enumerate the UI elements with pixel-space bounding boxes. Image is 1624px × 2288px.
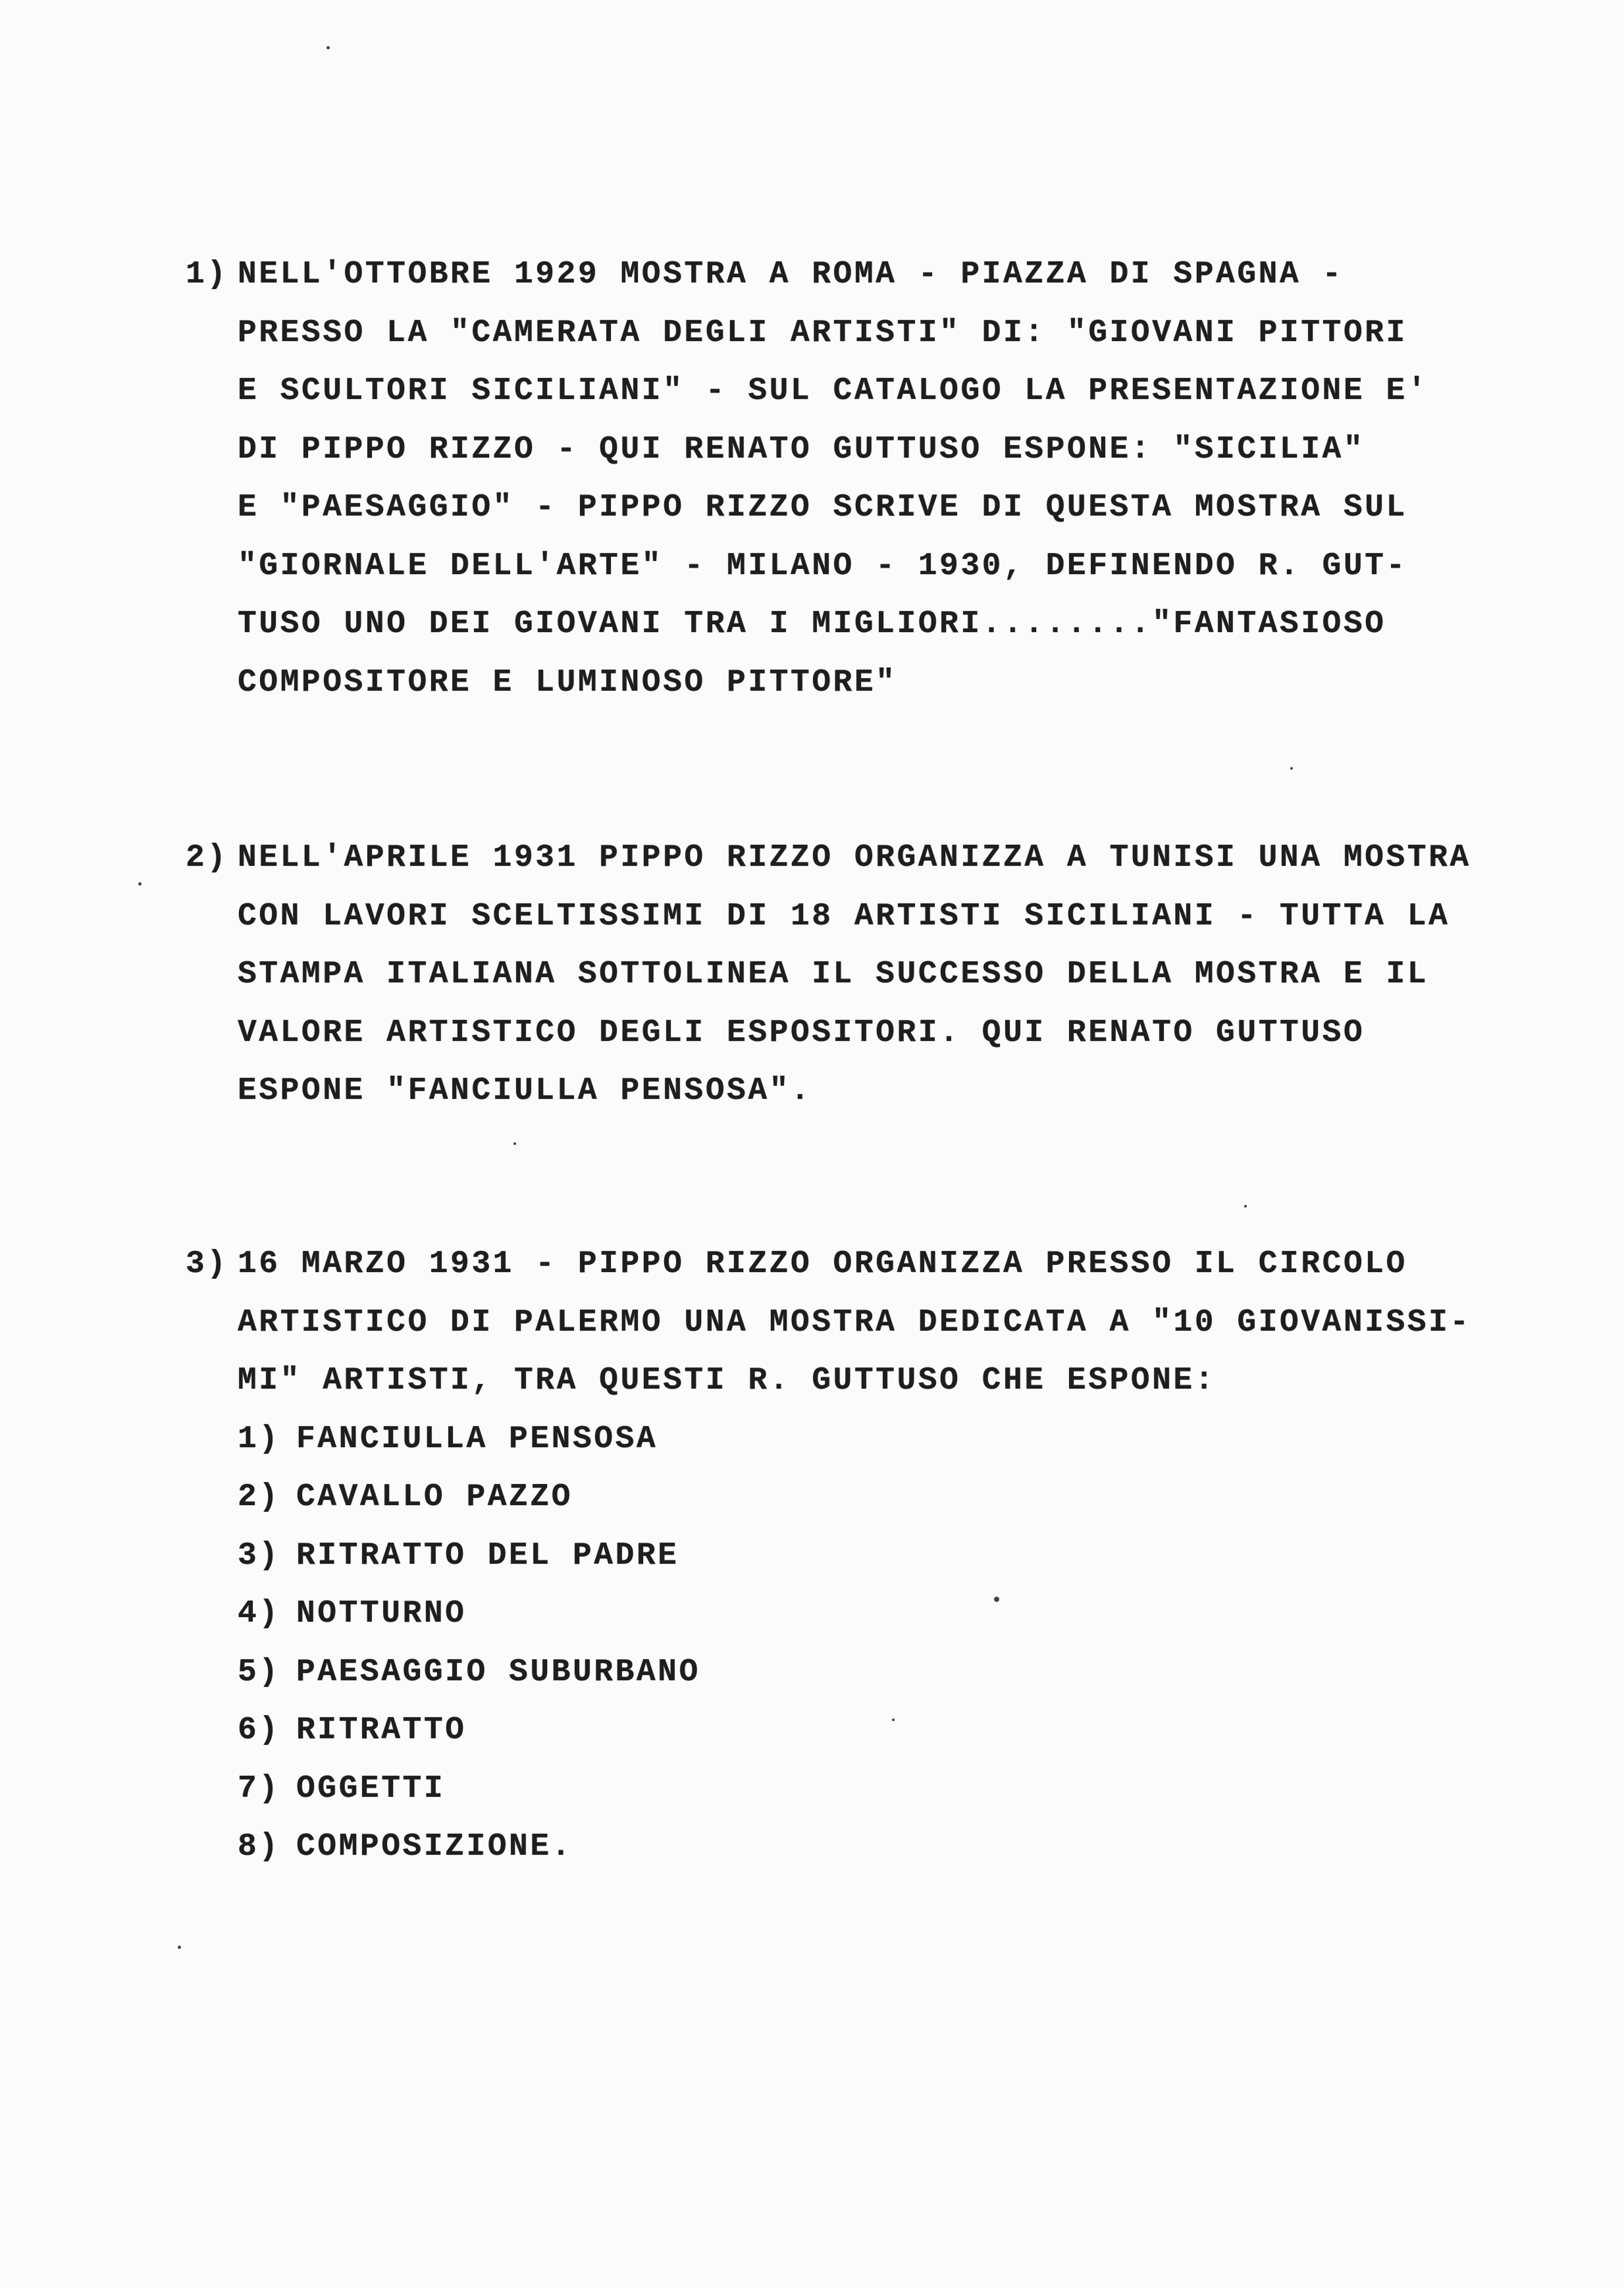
paragraph-line: PRESSO LA "CAMERATA DEGLI ARTISTI" DI: "GIOVANI PITTORI <box>238 315 1407 351</box>
work-number: 3) <box>238 1537 280 1574</box>
paper-speck <box>327 46 330 49</box>
paper-speck <box>1244 1205 1247 1208</box>
paragraph-line: ARTISTICO DI PALERMO UNA MOSTRA DEDICATA A "10 GIOVANISSI- <box>238 1304 1471 1341</box>
paper-speck <box>178 1946 181 1949</box>
paragraph-line: E SCULTORI SICILIANI" - SUL CATALOGO LA PRESENTAZIONE E' <box>238 373 1429 409</box>
paragraph-line: CON LAVORI SCELTISSIMI DI 18 ARTISTI SICILIANI - TUTTA LA <box>238 898 1450 934</box>
work-title: PAESAGGIO SUBURBANO <box>296 1654 700 1690</box>
paragraph-line: MI" ARTISTI, TRA QUESTI R. GUTTUSO CHE ESPONE: <box>238 1363 1217 1398</box>
work-title: RITRATTO <box>296 1713 467 1748</box>
work-title: NOTTURNO <box>296 1596 467 1632</box>
work-title: COMPOSIZIONE. <box>296 1829 573 1865</box>
paragraph-line: VALORE ARTISTICO DEGLI ESPOSITORI. QUI RENATO GUTTUSO <box>238 1015 1365 1051</box>
paragraph-line: ESPONE "FANCIULLA PENSOSA". <box>238 1073 812 1109</box>
work-title: RITRATTO DEL PADRE <box>296 1537 679 1574</box>
paper-speck <box>513 1142 516 1145</box>
paragraph-line: DI PIPPO RIZZO - QUI RENATO GUTTUSO ESPONE: "SICILIA" <box>238 431 1365 467</box>
paper-speck <box>892 1718 895 1721</box>
work-number: 4) <box>238 1596 280 1632</box>
paper-speck <box>1290 767 1293 770</box>
paragraph-line: "GIORNALE DELL'ARTE" - MILANO - 1930, DEFINENDO R. GUT- <box>238 548 1407 584</box>
work-title: FANCIULLA PENSOSA <box>296 1421 658 1457</box>
paragraph-line: NELL'APRILE 1931 PIPPO RIZZO ORGANIZZA A TUNISI UNA MOSTRA <box>238 840 1471 876</box>
paper-speck <box>994 1597 999 1602</box>
work-number: 6) <box>238 1713 280 1748</box>
section-number: 3) <box>186 1246 228 1282</box>
paper-speck <box>138 882 142 886</box>
section-number: 1) <box>186 257 228 292</box>
paragraph-line: 16 MARZO 1931 - PIPPO RIZZO ORGANIZZA PRESSO IL CIRCOLO <box>238 1246 1407 1282</box>
section-number: 2) <box>186 840 228 876</box>
paragraph-line: TUSO UNO DEI GIOVANI TRA I MIGLIORI........"FANTASIOSO <box>238 606 1386 642</box>
work-number: 8) <box>238 1829 280 1865</box>
work-number: 1) <box>238 1421 280 1457</box>
work-number: 5) <box>238 1654 280 1690</box>
work-title: CAVALLO PAZZO <box>296 1479 573 1515</box>
paragraph-line: NELL'OTTOBRE 1929 MOSTRA A ROMA - PIAZZA DI SPAGNA - <box>238 257 1344 292</box>
paragraph-line: E "PAESAGGIO" - PIPPO RIZZO SCRIVE DI QUESTA MOSTRA SUL <box>238 490 1407 525</box>
work-number: 7) <box>238 1770 280 1807</box>
paragraph-line: STAMPA ITALIANA SOTTOLINEA IL SUCCESSO DELLA MOSTRA E IL <box>238 957 1429 992</box>
work-title: OGGETTI <box>296 1770 446 1807</box>
paragraph-line: COMPOSITORE E LUMINOSO PITTORE" <box>238 664 897 701</box>
work-number: 2) <box>238 1479 280 1515</box>
